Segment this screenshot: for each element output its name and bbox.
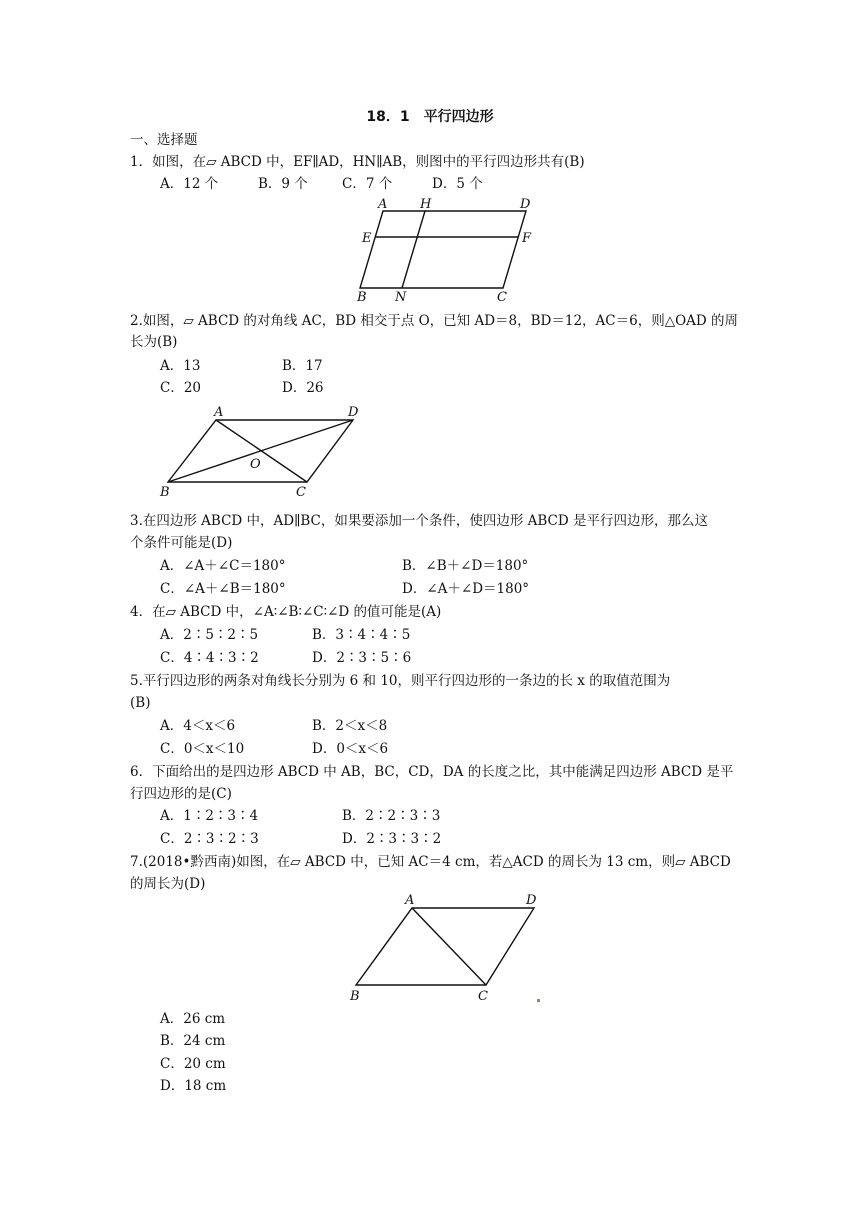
q4-stem: 4．在▱ ABCD 中，∠A∶∠B∶∠C∶∠D 的值可能是(A) [130,604,442,620]
q5-stem-line1: 5.平行四边形的两条对角线长分别为 6 和 10，则平行四边形的一条边的长 x 的取值范围为 [130,673,671,689]
q2-label-o: O [250,457,261,472]
q5-option-c: C．0＜x＜10 [160,741,245,757]
q3-stem-line2: 个条件可能是(D) [130,535,233,551]
q7-option-a: A．26 cm [160,1011,226,1027]
q7-stem-line1: 7.(2018•黔西南)如图，在▱ ABCD 中，已知 AC＝4 cm，若△ACD 的周长为 13 cm，则▱ ABCD [130,854,731,870]
q3-option-d: D．∠A＋∠D＝180° [402,581,530,597]
q6-option-b: B．2∶2∶3∶3 [342,808,441,824]
q7-label-b: B [350,989,360,1004]
q6-option-a: A．1∶2∶3∶4 [160,808,259,824]
q2-label-b: B [160,485,170,500]
q1-label-b: B [357,290,367,305]
q4-option-d: D．2∶3∶5∶6 [312,650,412,666]
q5-option-a: A．4＜x＜6 [160,718,236,734]
q2-option-b: B．17 [282,358,323,374]
q2-label-c: C [296,485,306,500]
q2-label-a: A [214,405,224,420]
q7-diagonal-ac [412,908,486,985]
q6-stem-line1: 6．下面给出的是四边形 ABCD 中 AB，BC，CD，DA 的长度之比，其中能满足四边形 ABCD 是平 [130,764,734,780]
q6-option-c: C．2∶3∶2∶3 [160,831,259,847]
q2-option-a: A．13 [160,358,201,374]
q3-stem-line1: 3.在四边形 ABCD 中，AD∥BC，如果要添加一个条件，使四边形 ABCD 是平行四边形，那么这 [130,513,709,529]
q7-stem-line2: 的周长为(D) [130,876,206,892]
q2-label-d: D [348,405,359,420]
q1-option-a: A．12 个 [160,176,219,192]
q1-label-c: C [497,290,507,305]
q1-label-a: A [378,197,388,212]
q7-label-a: A [405,893,415,908]
q7-label-d: D [526,893,537,908]
q1-label-n: N [395,290,407,305]
q7-parallelogram [356,908,534,985]
q7-label-c: C [478,989,488,1004]
q3-option-c: C．∠A＋∠B＝180° [160,581,286,597]
q5-option-d: D．0＜x＜6 [312,741,389,757]
q1-label-d: D [520,197,531,212]
q1-label-f: F [522,231,532,246]
q4-option-c: C．4∶4∶3∶2 [160,650,259,666]
q2-stem-line2: 长为(B) [130,334,178,350]
q1-label-h: H [420,197,432,212]
q5-stem-line2: (B) [130,695,151,711]
q1-option-b: B．9 个 [258,176,308,192]
q4-option-b: B．3∶4∶4∶5 [312,627,411,643]
q6-option-d: D．2∶3∶3∶2 [342,831,442,847]
q5-option-b: B．2＜x＜8 [312,718,388,734]
q4-option-a: A．2∶5∶2∶5 [160,627,259,643]
q1-label-e: E [362,231,372,246]
page-title: 18．1 平行四边形 [366,109,494,125]
q6-stem-line2: 行四边形的是(C) [130,786,232,802]
q7-option-b: B．24 cm [160,1033,226,1049]
q7-option-c: C．20 cm [160,1056,226,1072]
q1-option-d: D．5 个 [432,176,483,192]
q2-stem-line1: 2.如图，▱ ABCD 的对角线 AC，BD 相交于点 O，已知 AD＝8，BD＝12，AC＝6，则△OAD 的周 [130,313,739,329]
q2-option-d: D．26 [282,380,324,396]
section-heading: 一、选择题 [130,132,198,148]
q2-option-c: C．20 [160,380,202,396]
q7-option-d: D．18 cm [160,1078,227,1094]
q3-option-a: A．∠A＋∠C＝180° [160,558,286,574]
stray-mark [537,999,540,1002]
q3-option-b: B．∠B＋∠D＝180° [402,558,529,574]
q1-option-c: C．7 个 [342,176,393,192]
q1-stem: 1．如图，在▱ ABCD 中，EF∥AD，HN∥AB，则图中的平行四边形共有(B) [130,154,585,170]
